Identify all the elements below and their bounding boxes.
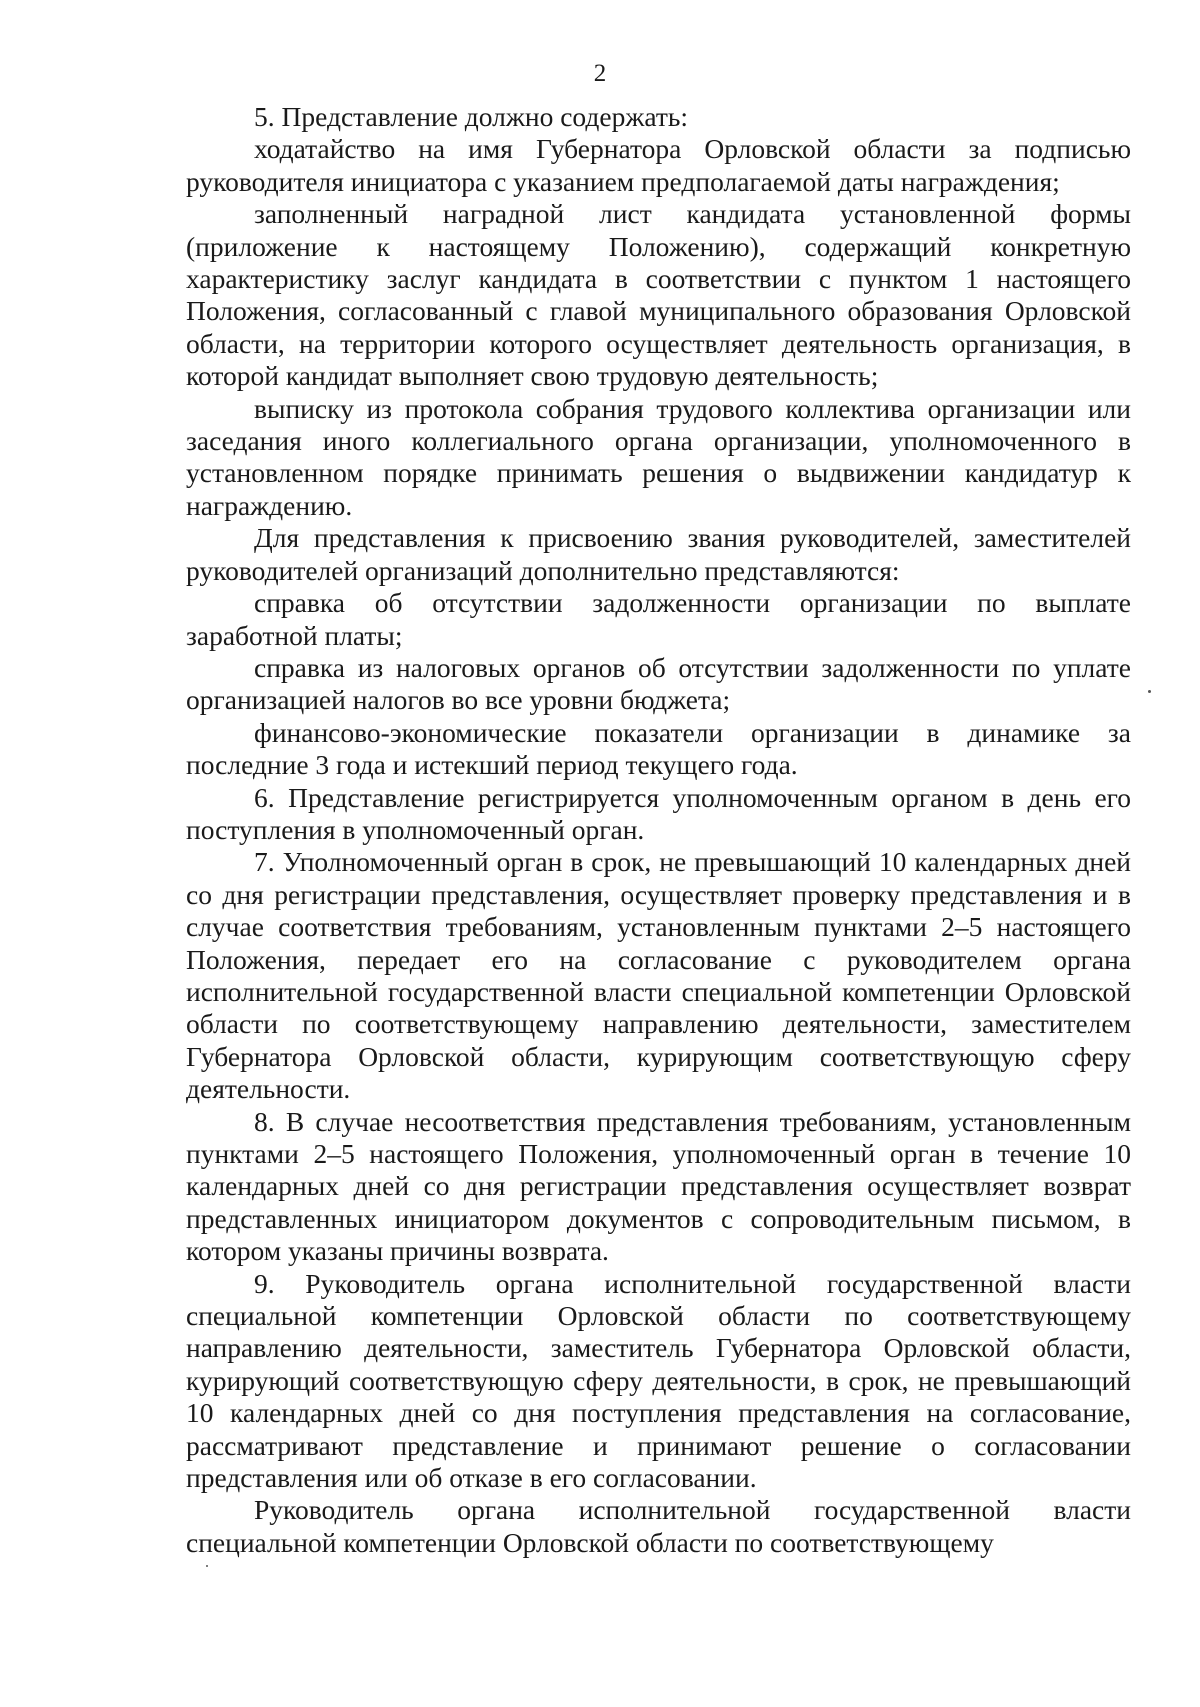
paragraph-financial-indicators: финансово-экономические показатели организации в динамике за последние 3 года и истекший период текущего года. xyxy=(186,716,1131,781)
paragraph-head-of-authority: Руководитель органа исполнительной государственной власти специальной компетенции Орловской области по соответствующему xyxy=(186,1494,1131,1558)
paragraph-6-registration: 6. Представление регистрируется уполномоченным органом в день его поступления в уполномоченный орган. xyxy=(186,781,1131,845)
page-number: 2 xyxy=(593,60,607,87)
paragraph-9-approval: 9. Руководитель органа исполнительной государственной власти специальной компетенции Орловской области по соответствующему направлению деятельности, заместитель Губернатора Орловской области, курирующий соответствующую сферу деятельности, в срок, не превышающий 10 календарных дней со дня поступления представления на согласование, рассматривают представление и принимают решение о согласовании представления или об отказе в его согласовании. xyxy=(186,1267,1131,1494)
document-body xyxy=(186,101,1131,1559)
paragraph-5-heading: 5. Представление должно содержать: xyxy=(254,101,689,132)
paragraph-managers-additional: Для представления к присвоению звания руководителей, заместителей руководителей организаций дополнительно представляются: xyxy=(186,522,1131,586)
scan-speck xyxy=(1148,690,1151,693)
paragraph-salary-certificate: справка об отсутствии задолженности организации по выплате заработной платы; xyxy=(186,587,1131,651)
paragraph-7-review: 7. Уполномоченный орган в срок, не превышающий 10 календарных дней со дня регистрации представления, осуществляет проверку представления и в случае соответствия требованиям, установленным пунктами 2–5 настоящего Положения, передает его на согласование с руководителем органа исполнительной государственной власти специальной компетенции Орловской области по соответствующему направлению деятельности, заместителем Губернатора Орловской области, курирующим соответствующую сферу деятельности. xyxy=(186,846,1131,1105)
paragraph-tax-certificate: справка из налоговых органов об отсутствии задолженности по уплате организацией налогов во все уровни бюджета; xyxy=(186,651,1131,716)
paragraph-protocol-extract: выписку из протокола собрания трудового коллектива организации или заседания иного коллегиального органа организации, уполномоченного в установленном порядке принимать решения о выдвижении кандидатур к награждению. xyxy=(186,392,1131,521)
paragraph-petition: ходатайство на имя Губернатора Орловской области за подписью руководителя инициатора с указанием предполагаемой даты награждения; xyxy=(186,133,1131,197)
paragraph-award-sheet: заполненный наградной лист кандидата установленной формы (приложение к настоящему Положению), содержащий конкретную характеристику заслуг кандидата в соответствии с пунктом 1 настоящего Положения, согласованный с главой муниципального образования Орловской области, на территории которого осуществляет деятельность организация, в которой кандидат выполняет свою трудовую деятельность; xyxy=(186,198,1131,392)
scan-speck xyxy=(206,1565,208,1567)
paragraph-8-return: 8. В случае несоответствия представления требованиям, установленным пунктами 2–5 настоящего Положения, уполномоченный орган в течение 10 календарных дней со дня регистрации представления осуществляет возврат представленных инициатором документов с сопроводительным письмом, в котором указаны причины возврата. xyxy=(186,1105,1131,1267)
